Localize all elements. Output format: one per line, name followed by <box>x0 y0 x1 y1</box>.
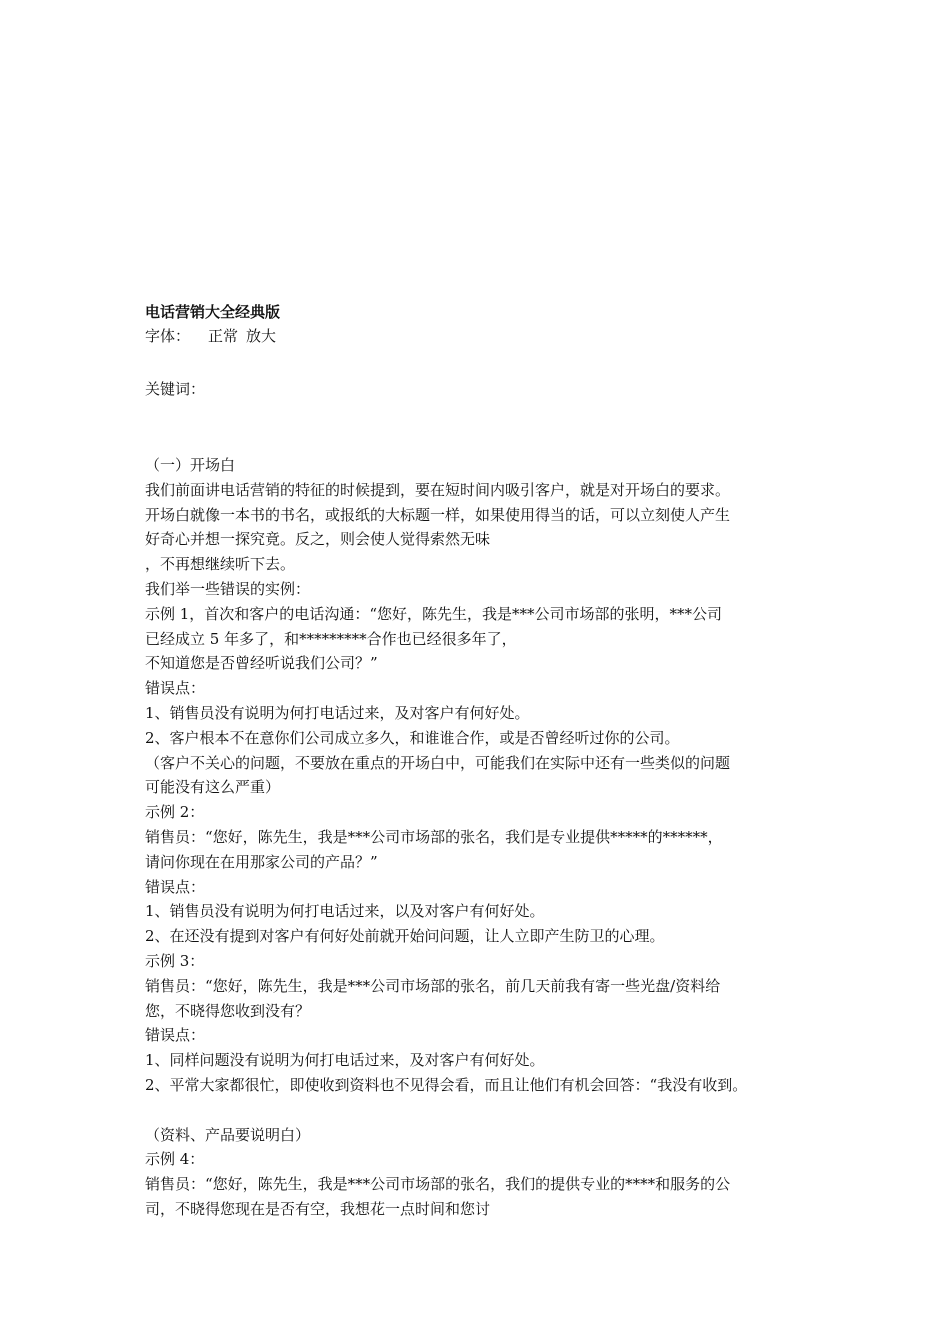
font-normal-link[interactable]: 正常 <box>208 327 239 345</box>
text-line: 我们前面讲电话营销的特征的时候提到，要在短时间内吸引客户，就是对开场白的要求。 <box>145 480 731 499</box>
font-size-selector <box>145 324 835 349</box>
text-line: 2、客户根本不在意你们公司成立多久，和谁谁合作，或是否曾经听过你的公司。 <box>145 728 680 747</box>
text-line: 请问你现在在用那家公司的产品？” <box>145 852 378 871</box>
text-line: （资料、产品要说明白） <box>145 1125 311 1144</box>
font-label: 字体： <box>145 327 191 345</box>
text-line: 2、平常大家都很忙，即使收到资料也不见得会看，而且让他们有机会回答：“我没有收到。 <box>145 1075 748 1094</box>
text-line: 销售员：“您好，陈先生，我是***公司市场部的张名，我们的提供专业的****和服务的公 <box>145 1175 731 1194</box>
text-line: 错误点： <box>145 1026 206 1045</box>
text-line: 示例 3： <box>145 951 205 970</box>
text-line: 错误点： <box>145 877 206 896</box>
document-title: 电话营销大全经典版 <box>145 303 281 321</box>
article-body <box>145 453 835 1222</box>
text-line: 1、销售员没有说明为何打电话过来，及对客户有何好处。 <box>145 703 530 722</box>
text-line: 2、在还没有提到对客户有何好处前就开始问问题，让人立即产生防卫的心理。 <box>145 927 665 946</box>
text-line: 已经成立 5 年多了，和*********合作也已经很多年了， <box>145 629 517 648</box>
text-line: 好奇心并想一探究竟。反之，则会使人觉得索然无味 <box>145 530 491 549</box>
text-line: 我们举一些错误的实例： <box>145 579 311 598</box>
text-line: （客户不关心的问题，不要放在重点的开场白中，可能我们在实际中还有一些类似的问题 <box>145 753 731 772</box>
text-line: 错误点： <box>145 679 206 698</box>
text-line: 1、同样问题没有说明为何打电话过来，及对客户有何好处。 <box>145 1051 545 1070</box>
font-large-link[interactable]: 放大 <box>246 327 277 345</box>
text-line: 您，不晓得您收到没有？ <box>145 1001 311 1020</box>
text-line: 开场白就像一本书的书名，或报纸的大标题一样，如果使用得当的话，可以立刻使人产生 <box>145 505 731 524</box>
text-line: ，不再想继续听下去。 <box>145 555 296 574</box>
text-line: 不知道您是否曾经听说我们公司？” <box>145 654 378 673</box>
text-line: （一）开场白 <box>145 456 236 474</box>
text-line: 销售员：“您好，陈先生，我是***公司市场部的张名，我们是专业提供*****的******， <box>145 827 723 846</box>
text-line: 示例 2： <box>145 803 205 822</box>
keywords-label: 关键词： <box>145 380 206 398</box>
text-line: 示例 4： <box>145 1150 205 1169</box>
document-content <box>145 300 835 1222</box>
text-line: 司，不晓得您现在是否有空，我想花一点时间和您讨 <box>145 1199 491 1218</box>
text-line: 1、销售员没有说明为何打电话过来，以及对客户有何好处。 <box>145 902 545 921</box>
paragraph-gap <box>145 1098 835 1123</box>
text-line: 可能没有这么严重） <box>145 778 281 797</box>
text-line: 销售员：“您好，陈先生，我是***公司市场部的张名，前几天前我有寄一些光盘/资料给 <box>145 976 721 995</box>
text-line: 示例 1，首次和客户的电话沟通：“您好，陈先生，我是***公司市场部的张明，***公司 <box>145 604 722 623</box>
